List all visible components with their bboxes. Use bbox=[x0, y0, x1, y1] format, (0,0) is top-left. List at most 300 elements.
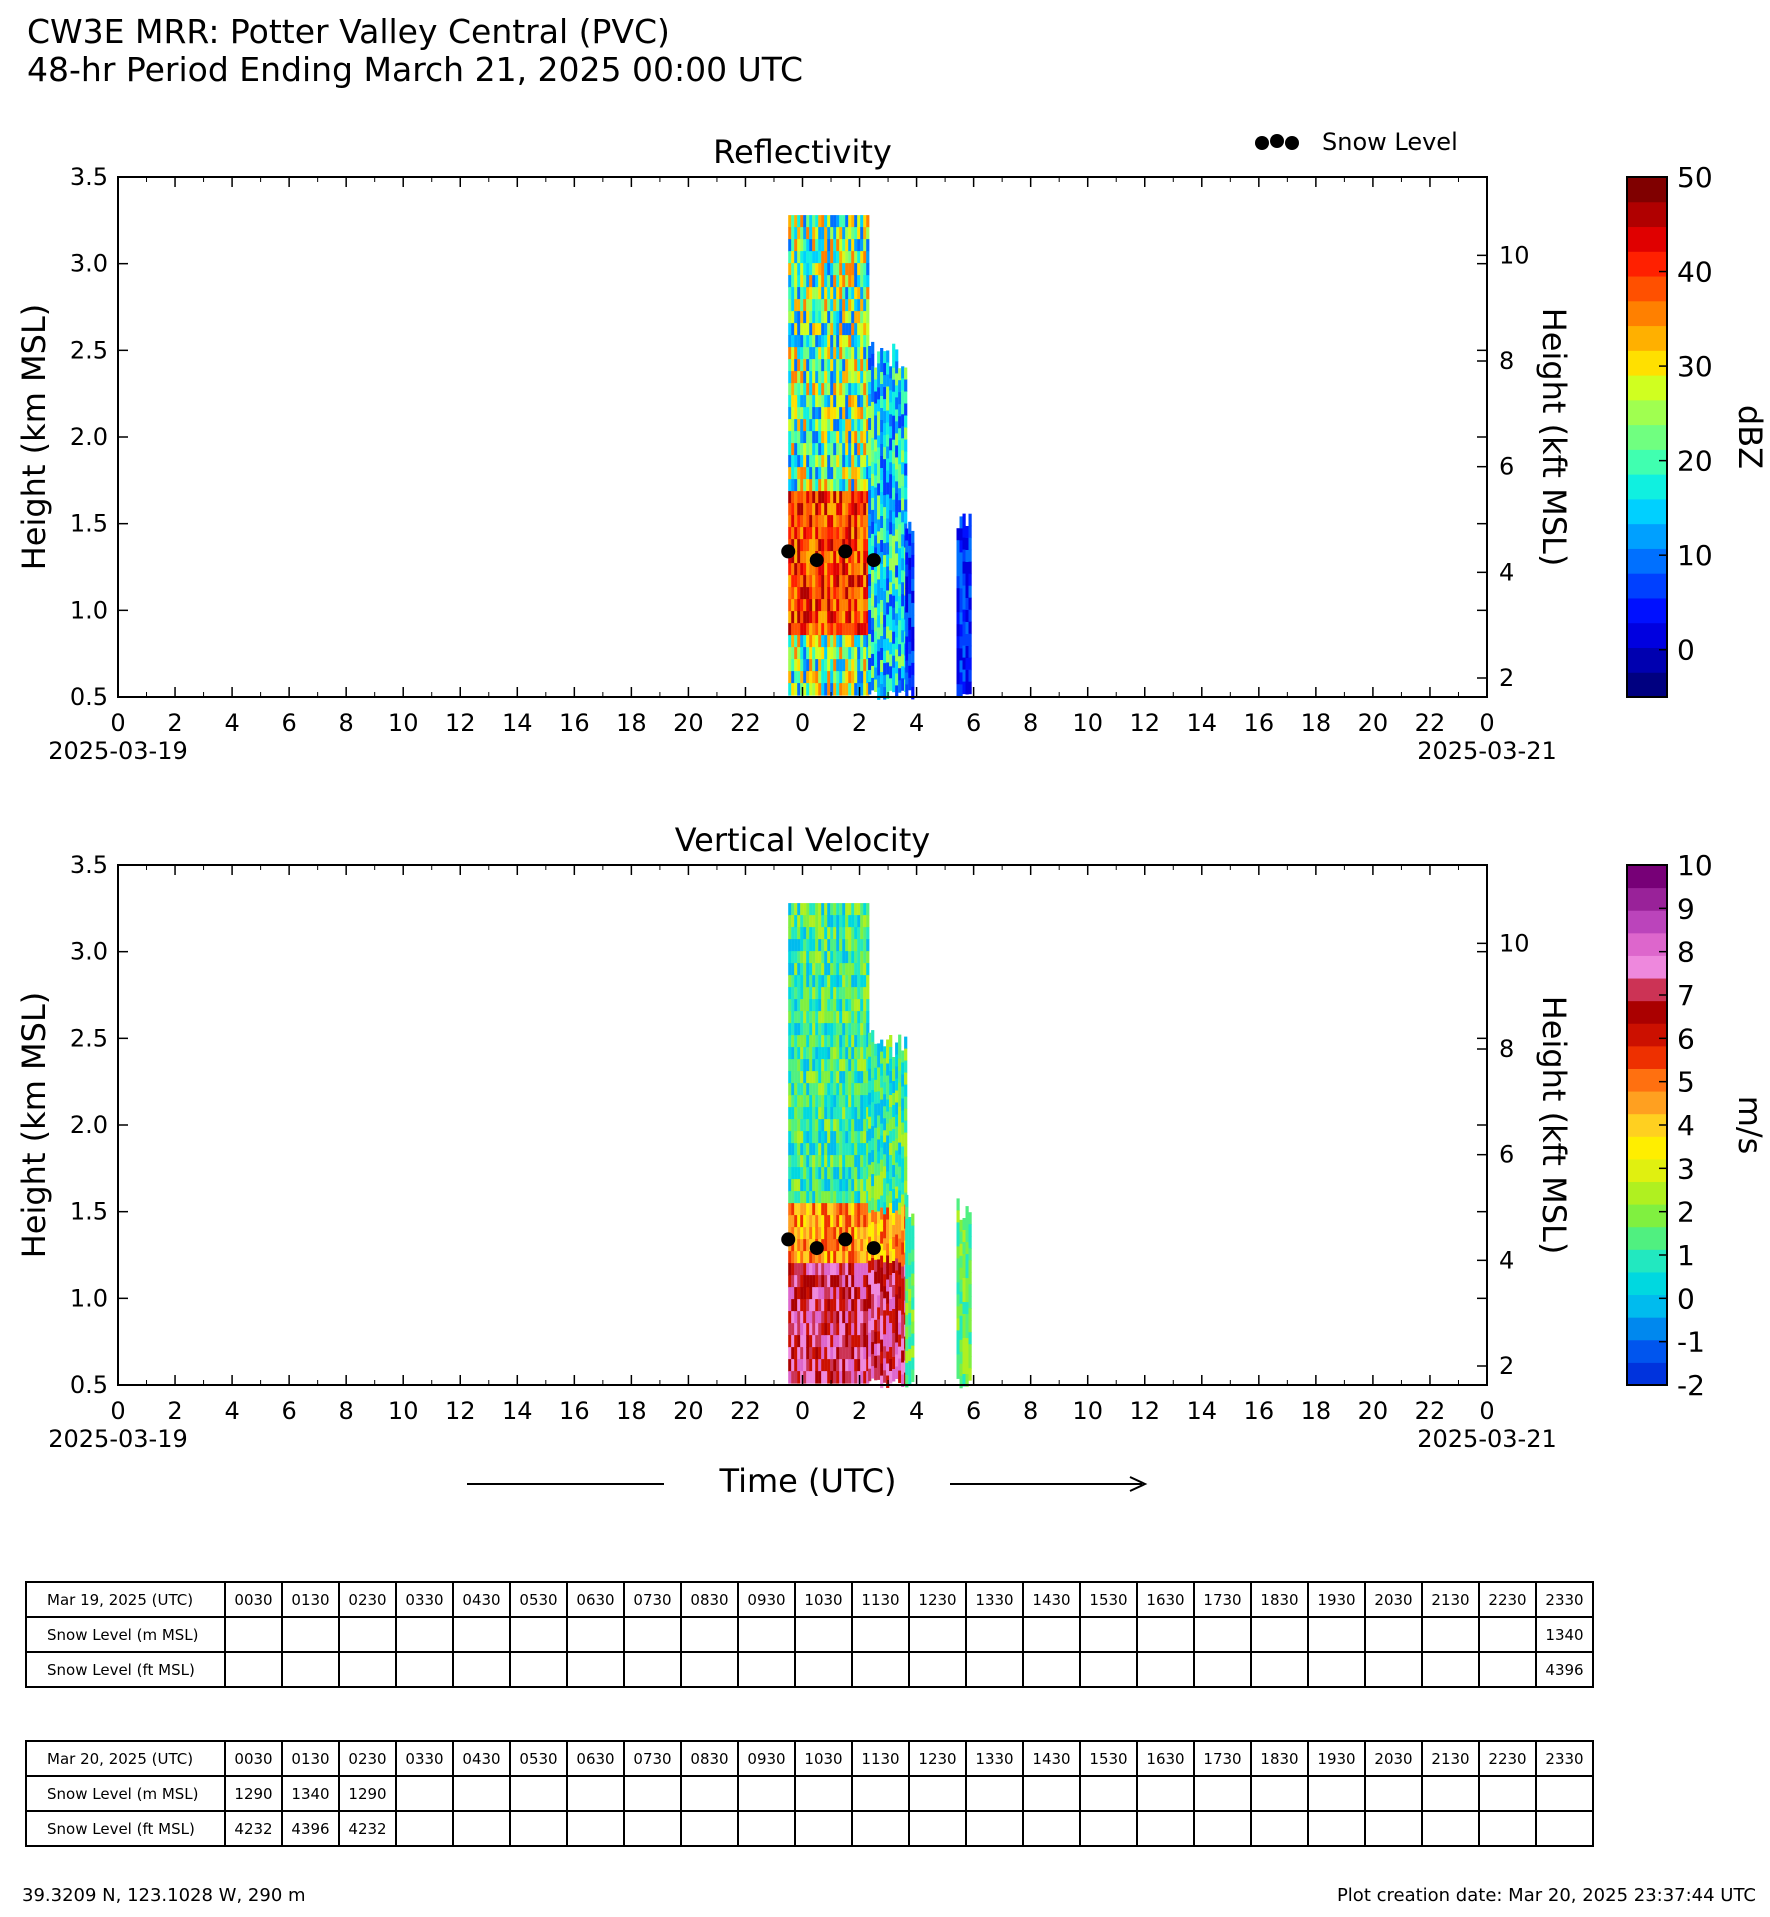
xtick-label: 0 bbox=[1479, 709, 1495, 737]
table-value-cell bbox=[681, 1811, 738, 1846]
colorbar-segment bbox=[1627, 978, 1667, 1001]
table-value-cell bbox=[225, 1617, 282, 1652]
table-value-cell bbox=[795, 1776, 852, 1811]
xtick-label: 0 bbox=[794, 709, 811, 737]
table-time-cell: 1830 bbox=[1251, 1741, 1308, 1776]
xtick-label: 20 bbox=[1357, 1397, 1389, 1425]
snow-level-point bbox=[781, 1232, 795, 1246]
xtick-label: 12 bbox=[444, 1397, 476, 1425]
table-value-cell bbox=[510, 1776, 567, 1811]
table-value-cell bbox=[225, 1652, 282, 1687]
xtick-label: 8 bbox=[1023, 1397, 1039, 1425]
colorbar-segment bbox=[1627, 350, 1667, 375]
table-time-cell: 0630 bbox=[567, 1582, 624, 1617]
colorbar-segment bbox=[1627, 1362, 1667, 1385]
xtick-label: 4 bbox=[908, 709, 925, 737]
table-time-cell: 0730 bbox=[624, 1582, 681, 1617]
table-value-cell: 1290 bbox=[339, 1776, 396, 1811]
table-row bbox=[26, 1741, 1593, 1776]
snow-level-table-mar19 bbox=[25, 1581, 1594, 1688]
table-value-cell bbox=[1479, 1776, 1536, 1811]
ytick-label: 2.5 bbox=[69, 1024, 108, 1053]
ytick-label: 3.5 bbox=[69, 163, 108, 191]
legend-snow-dot bbox=[1270, 134, 1284, 148]
table-header-date: Mar 19, 2025 (UTC) bbox=[26, 1582, 225, 1617]
table-value-cell bbox=[510, 1652, 567, 1687]
table-value-cell bbox=[738, 1617, 795, 1652]
table-time-cell: 0330 bbox=[396, 1582, 453, 1617]
table-value-cell bbox=[738, 1811, 795, 1846]
table-value-cell bbox=[1080, 1776, 1137, 1811]
table-time-cell: 1530 bbox=[1080, 1582, 1137, 1617]
table-value-cell bbox=[339, 1652, 396, 1687]
table-value-cell bbox=[1308, 1776, 1365, 1811]
colorbar-segment bbox=[1627, 1046, 1667, 1069]
table-value-cell bbox=[681, 1652, 738, 1687]
xtick-label: 12 bbox=[444, 709, 476, 737]
table-row-label: Snow Level (ft MSL) bbox=[26, 1811, 225, 1846]
table-time-cell: 1630 bbox=[1137, 1582, 1194, 1617]
table-time-cell: 2330 bbox=[1536, 1582, 1593, 1617]
snow-level-point bbox=[838, 1232, 852, 1246]
table-value-cell bbox=[282, 1617, 339, 1652]
table-row bbox=[26, 1582, 1593, 1617]
ytick-right-label: 4 bbox=[1499, 1246, 1515, 1275]
table-time-cell: 0230 bbox=[339, 1582, 396, 1617]
colorbar-segment bbox=[1627, 1272, 1667, 1295]
xtick-label: 6 bbox=[965, 1397, 982, 1425]
table-time-cell: 1530 bbox=[1080, 1741, 1137, 1776]
table-value-cell bbox=[282, 1652, 339, 1687]
ytick-label: 1.5 bbox=[69, 1197, 108, 1226]
x-date-left: 2025-03-19 bbox=[48, 737, 188, 765]
colorbar-segment bbox=[1627, 202, 1667, 227]
table-value-cell bbox=[1194, 1811, 1251, 1846]
colorbar-segment bbox=[1627, 177, 1667, 202]
table-value-cell bbox=[567, 1652, 624, 1687]
colorbar-segment bbox=[1627, 910, 1667, 933]
table-value-cell bbox=[1137, 1811, 1194, 1846]
xtick-label: 16 bbox=[1243, 709, 1275, 737]
table-time-cell: 1930 bbox=[1308, 1741, 1365, 1776]
table-value-cell bbox=[909, 1617, 966, 1652]
ytick-right-label: 10 bbox=[1499, 929, 1530, 958]
xtick-label: 10 bbox=[387, 709, 419, 737]
table-value-cell bbox=[1422, 1811, 1479, 1846]
colorbar-segment bbox=[1627, 276, 1667, 301]
colorbar-tick-label: 3 bbox=[1677, 1152, 1695, 1186]
xtick-label: 14 bbox=[1186, 709, 1218, 737]
table-time-cell: 0430 bbox=[453, 1582, 510, 1617]
table-time-cell: 0030 bbox=[225, 1741, 282, 1776]
table-time-cell: 1330 bbox=[966, 1582, 1023, 1617]
colorbar-tick-label: 30 bbox=[1677, 350, 1713, 384]
colorbar-segment bbox=[1627, 573, 1667, 598]
colorbar-segment bbox=[1627, 375, 1667, 400]
table-value-cell bbox=[1137, 1776, 1194, 1811]
table-time-cell: 0130 bbox=[282, 1741, 339, 1776]
table-value-cell bbox=[1194, 1617, 1251, 1652]
page-title-line1: CW3E MRR: Potter Valley Central (PVC) bbox=[27, 12, 670, 51]
ytick-label: 2.5 bbox=[69, 336, 108, 365]
table-time-cell: 1830 bbox=[1251, 1582, 1308, 1617]
table-time-cell: 2230 bbox=[1479, 1741, 1536, 1776]
ytick-label: 3.0 bbox=[69, 937, 108, 966]
table-time-cell: 1230 bbox=[909, 1741, 966, 1776]
colorbar-segment bbox=[1627, 1136, 1667, 1159]
xtick-label: 14 bbox=[502, 1397, 533, 1425]
table-value-cell bbox=[681, 1617, 738, 1652]
colorbar-segment bbox=[1627, 425, 1667, 450]
xtick-label: 0 bbox=[1479, 1397, 1495, 1425]
table-time-cell: 1030 bbox=[795, 1582, 852, 1617]
xtick-label: 14 bbox=[1186, 1397, 1218, 1425]
x-date-left: 2025-03-19 bbox=[48, 1425, 188, 1453]
xtick-label: 22 bbox=[1414, 709, 1446, 737]
table-value-cell bbox=[852, 1617, 909, 1652]
table-value-cell: 1340 bbox=[1536, 1617, 1593, 1652]
ytick-label: 1.0 bbox=[69, 596, 108, 625]
table-value-cell bbox=[339, 1617, 396, 1652]
table-row bbox=[26, 1811, 1593, 1846]
table-value-cell bbox=[567, 1776, 624, 1811]
table-value-cell: 4232 bbox=[339, 1811, 396, 1846]
table-time-cell: 1430 bbox=[1023, 1582, 1080, 1617]
table-time-cell: 1730 bbox=[1194, 1582, 1251, 1617]
table-value-cell bbox=[1251, 1652, 1308, 1687]
colorbar-segment bbox=[1627, 326, 1667, 351]
table-time-cell: 0830 bbox=[681, 1741, 738, 1776]
ylabel-left-1: Height (km MSL) bbox=[15, 991, 53, 1259]
table-value-cell bbox=[624, 1811, 681, 1846]
table-value-cell bbox=[1536, 1811, 1593, 1846]
table-time-cell: 1030 bbox=[795, 1741, 852, 1776]
colorbar-segment bbox=[1627, 1159, 1667, 1182]
legend-snow-level: Snow Level bbox=[1322, 128, 1458, 156]
ytick-label: 3.0 bbox=[69, 249, 108, 278]
table-time-cell: 0930 bbox=[738, 1741, 795, 1776]
colorbar-tick-label: 50 bbox=[1677, 161, 1713, 194]
table-time-cell: 2030 bbox=[1365, 1741, 1422, 1776]
table-value-cell bbox=[966, 1652, 1023, 1687]
table-value-cell bbox=[1365, 1652, 1422, 1687]
colorbar-segment bbox=[1627, 449, 1667, 474]
xtick-label: 4 bbox=[908, 1397, 925, 1425]
table-time-cell: 0230 bbox=[339, 1741, 396, 1776]
table-value-cell bbox=[1080, 1617, 1137, 1652]
table-value-cell bbox=[966, 1811, 1023, 1846]
ytick-right-label: 8 bbox=[1499, 1035, 1515, 1064]
xtick-label: 20 bbox=[1357, 709, 1389, 737]
ytick-right-label: 6 bbox=[1499, 1140, 1515, 1169]
table-value-cell bbox=[1080, 1811, 1137, 1846]
xtick-label: 12 bbox=[1129, 1397, 1161, 1425]
table-value-cell bbox=[624, 1617, 681, 1652]
precip-field-1 bbox=[788, 903, 972, 1388]
xtick-label: 6 bbox=[281, 1397, 297, 1425]
table-time-cell: 1330 bbox=[966, 1741, 1023, 1776]
table-value-cell bbox=[624, 1776, 681, 1811]
xtick-label: 2 bbox=[167, 1397, 183, 1425]
table-value-cell: 4232 bbox=[225, 1811, 282, 1846]
table-value-cell bbox=[795, 1652, 852, 1687]
colorbar-tick-label: 40 bbox=[1677, 255, 1713, 289]
table-time-cell: 1430 bbox=[1023, 1741, 1080, 1776]
colorbar-tick-label: 1 bbox=[1677, 1239, 1695, 1272]
table-value-cell bbox=[1479, 1811, 1536, 1846]
table-value-cell bbox=[966, 1617, 1023, 1652]
snow-level-point bbox=[838, 544, 852, 558]
xtick-label: 8 bbox=[338, 1397, 354, 1425]
snow-level-point bbox=[810, 1241, 824, 1255]
ylabel-left-0: Height (km MSL) bbox=[15, 303, 53, 571]
colorbar-tick-label: 2 bbox=[1677, 1195, 1695, 1229]
table-time-cell: 1630 bbox=[1137, 1741, 1194, 1776]
table-value-cell bbox=[909, 1652, 966, 1687]
table-value-cell: 4396 bbox=[282, 1811, 339, 1846]
legend-snow-dot bbox=[1285, 136, 1299, 150]
xtick-label: 6 bbox=[965, 709, 982, 737]
table-value-cell bbox=[510, 1811, 567, 1846]
table-value-cell bbox=[1479, 1652, 1536, 1687]
xtick-label: 8 bbox=[1023, 709, 1039, 737]
table-value-cell bbox=[396, 1617, 453, 1652]
table-value-cell: 1340 bbox=[282, 1776, 339, 1811]
xtick-label: 2 bbox=[851, 1397, 868, 1425]
table-time-cell: 0930 bbox=[738, 1582, 795, 1617]
table-time-cell: 1930 bbox=[1308, 1582, 1365, 1617]
table-value-cell bbox=[1023, 1776, 1080, 1811]
xtick-label: 20 bbox=[673, 1397, 704, 1425]
colorbar-segment bbox=[1627, 598, 1667, 623]
table-time-cell: 0030 bbox=[225, 1582, 282, 1617]
colorbar-tick-label: 5 bbox=[1677, 1065, 1695, 1099]
xtick-label: 18 bbox=[616, 1397, 647, 1425]
table-value-cell bbox=[1194, 1652, 1251, 1687]
colorbar-segment bbox=[1627, 1001, 1667, 1024]
ytick-right-label: 8 bbox=[1499, 347, 1515, 376]
table-header-date: Mar 20, 2025 (UTC) bbox=[26, 1741, 225, 1776]
colorbar-segment bbox=[1627, 1091, 1667, 1114]
table-value-cell bbox=[453, 1811, 510, 1846]
table-value-cell bbox=[966, 1776, 1023, 1811]
xtick-label: 12 bbox=[1129, 709, 1161, 737]
table-value-cell bbox=[396, 1776, 453, 1811]
legend-snow-dot bbox=[1255, 136, 1269, 150]
table-value-cell bbox=[396, 1811, 453, 1846]
table-value-cell: 4396 bbox=[1536, 1652, 1593, 1687]
table-row bbox=[26, 1617, 1593, 1652]
table-value-cell bbox=[1365, 1811, 1422, 1846]
colorbar-tick-label: 20 bbox=[1677, 444, 1713, 478]
xtick-label: 0 bbox=[110, 709, 126, 737]
ylabel-right-1: Height (kft MSL) bbox=[1535, 995, 1573, 1255]
colorbar-segment bbox=[1627, 1204, 1667, 1227]
colorbar-tick-label: 6 bbox=[1677, 1022, 1695, 1056]
colorbar-tick-label: 4 bbox=[1677, 1109, 1695, 1142]
table-value-cell: 1290 bbox=[225, 1776, 282, 1811]
xtick-label: 0 bbox=[794, 1397, 811, 1425]
ytick-label: 1.0 bbox=[69, 1284, 108, 1313]
table-time-cell: 0530 bbox=[510, 1741, 567, 1776]
colorbar-segment bbox=[1627, 474, 1667, 499]
table-time-cell: 0130 bbox=[282, 1582, 339, 1617]
table-value-cell bbox=[1308, 1652, 1365, 1687]
xtick-label: 8 bbox=[338, 709, 354, 737]
table-time-cell: 1730 bbox=[1194, 1741, 1251, 1776]
xtick-label: 16 bbox=[559, 709, 590, 737]
colorbar-tick-label: 9 bbox=[1677, 892, 1695, 926]
x-date-right: 2025-03-21 bbox=[1417, 737, 1557, 765]
snow-level-table-mar20 bbox=[25, 1740, 1594, 1847]
colorbar-segment bbox=[1627, 499, 1667, 524]
table-value-cell bbox=[852, 1652, 909, 1687]
ytick-right-label: 10 bbox=[1499, 241, 1530, 270]
table-time-cell: 2130 bbox=[1422, 1582, 1479, 1617]
xtick-label: 2 bbox=[167, 709, 183, 737]
snow-level-point bbox=[810, 553, 824, 567]
x-date-right: 2025-03-21 bbox=[1417, 1425, 1557, 1453]
xtick-label: 18 bbox=[1300, 1397, 1332, 1425]
colorbar-tick-label: -2 bbox=[1677, 1369, 1705, 1402]
colorbar-segment bbox=[1627, 647, 1667, 672]
colorbar-segment bbox=[1627, 251, 1667, 276]
colorbar-tick-label: 10 bbox=[1677, 539, 1713, 573]
table-time-cell: 0530 bbox=[510, 1582, 567, 1617]
colorbar-segment bbox=[1627, 933, 1667, 956]
colorbar-tick-label: 10 bbox=[1677, 849, 1713, 882]
table-value-cell bbox=[1365, 1617, 1422, 1652]
colorbar-segment bbox=[1627, 301, 1667, 326]
table-value-cell bbox=[1251, 1776, 1308, 1811]
table-value-cell bbox=[453, 1617, 510, 1652]
table-time-cell: 1130 bbox=[852, 1582, 909, 1617]
xtick-label: 22 bbox=[1414, 1397, 1446, 1425]
table-value-cell bbox=[909, 1776, 966, 1811]
table-time-cell: 1230 bbox=[909, 1582, 966, 1617]
xtick-label: 22 bbox=[730, 1397, 761, 1425]
table-value-cell bbox=[1023, 1652, 1080, 1687]
table-time-cell: 2030 bbox=[1365, 1582, 1422, 1617]
table-row-label: Snow Level (ft MSL) bbox=[26, 1652, 225, 1687]
colorbar-tick-label: 8 bbox=[1677, 935, 1695, 969]
xtick-label: 16 bbox=[559, 1397, 590, 1425]
table-value-cell bbox=[1251, 1617, 1308, 1652]
xtick-label: 4 bbox=[224, 1397, 240, 1425]
colorbar-tick-label: 0 bbox=[1677, 1282, 1695, 1316]
table-value-cell bbox=[1308, 1617, 1365, 1652]
table-value-cell bbox=[1479, 1617, 1536, 1652]
ylabel-right-0: Height (kft MSL) bbox=[1535, 307, 1573, 567]
table-value-cell bbox=[1251, 1811, 1308, 1846]
colorbar-segment bbox=[1627, 623, 1667, 648]
table-value-cell bbox=[1422, 1652, 1479, 1687]
snow-level-point bbox=[781, 544, 795, 558]
page-title-line2: 48-hr Period Ending March 21, 2025 00:00 UTC bbox=[27, 50, 804, 89]
colorbar-segment bbox=[1627, 400, 1667, 425]
xtick-label: 22 bbox=[730, 709, 761, 737]
xtick-label: 2 bbox=[851, 709, 868, 737]
colorbar-segment bbox=[1627, 1023, 1667, 1046]
xtick-label: 18 bbox=[616, 709, 647, 737]
colorbar-segment bbox=[1627, 672, 1667, 697]
table-value-cell bbox=[453, 1776, 510, 1811]
xtick-label: 18 bbox=[1300, 709, 1332, 737]
xtick-label: 10 bbox=[1072, 1397, 1103, 1425]
table-value-cell bbox=[795, 1811, 852, 1846]
ytick-label: 1.5 bbox=[69, 509, 108, 538]
colorbar-segment bbox=[1627, 1249, 1667, 1272]
ytick-label: 2.0 bbox=[69, 423, 108, 451]
colorbar-segment bbox=[1627, 955, 1667, 978]
table-time-cell: 0830 bbox=[681, 1582, 738, 1617]
table-value-cell bbox=[1422, 1776, 1479, 1811]
ytick-label: 0.5 bbox=[69, 1371, 108, 1399]
xlabel-time: Time (UTC) bbox=[719, 1462, 897, 1500]
xtick-label: 20 bbox=[673, 709, 704, 737]
table-row bbox=[26, 1776, 1593, 1811]
xtick-label: 0 bbox=[110, 1397, 126, 1425]
ytick-right-label: 2 bbox=[1499, 1352, 1515, 1381]
table-row bbox=[26, 1652, 1593, 1687]
table-time-cell: 0630 bbox=[567, 1741, 624, 1776]
xtick-label: 4 bbox=[224, 709, 240, 737]
table-value-cell bbox=[510, 1617, 567, 1652]
table-value-cell bbox=[567, 1811, 624, 1846]
panel-title-0: Reflectivity bbox=[713, 133, 892, 171]
snow-level-point bbox=[867, 1241, 881, 1255]
table-value-cell bbox=[1536, 1776, 1593, 1811]
table-value-cell bbox=[1308, 1811, 1365, 1846]
precip-field-0 bbox=[788, 215, 972, 700]
colorbar-tick-label: -1 bbox=[1677, 1325, 1705, 1359]
table-value-cell bbox=[795, 1617, 852, 1652]
table-time-cell: 1130 bbox=[852, 1741, 909, 1776]
plot-creation-date: Plot creation date: Mar 20, 2025 23:37:44 UTC bbox=[1336, 1885, 1756, 1906]
table-value-cell bbox=[1080, 1652, 1137, 1687]
xtick-label: 16 bbox=[1243, 1397, 1275, 1425]
xtick-label: 6 bbox=[281, 709, 297, 737]
table-value-cell bbox=[567, 1617, 624, 1652]
snow-level-point bbox=[867, 553, 881, 567]
colorbar-segment bbox=[1627, 1182, 1667, 1205]
colorbar-segment bbox=[1627, 548, 1667, 573]
table-value-cell bbox=[1365, 1776, 1422, 1811]
colorbar-segment bbox=[1627, 888, 1667, 911]
ytick-right-label: 2 bbox=[1499, 664, 1515, 693]
table-time-cell: 0730 bbox=[624, 1741, 681, 1776]
table-row-label: Snow Level (m MSL) bbox=[26, 1617, 225, 1652]
colorbar-label-0: dBZ bbox=[1731, 404, 1769, 470]
ytick-label: 3.5 bbox=[69, 851, 108, 879]
site-location: 39.3209 N, 123.1028 W, 290 m bbox=[22, 1885, 306, 1906]
table-value-cell bbox=[624, 1652, 681, 1687]
table-time-cell: 0330 bbox=[396, 1741, 453, 1776]
table-row-label: Snow Level (m MSL) bbox=[26, 1776, 225, 1811]
xtick-label: 10 bbox=[387, 1397, 419, 1425]
xtick-label: 10 bbox=[1072, 709, 1103, 737]
colorbar-segment bbox=[1627, 1227, 1667, 1250]
table-value-cell bbox=[1023, 1617, 1080, 1652]
table-value-cell bbox=[1422, 1617, 1479, 1652]
colorbar-tick-label: 7 bbox=[1677, 979, 1695, 1012]
colorbar-label-1: m/s bbox=[1731, 1095, 1769, 1155]
ytick-label: 0.5 bbox=[69, 683, 108, 711]
table-time-cell: 2130 bbox=[1422, 1741, 1479, 1776]
table-time-cell: 0430 bbox=[453, 1741, 510, 1776]
table-value-cell bbox=[1023, 1811, 1080, 1846]
table-value-cell bbox=[681, 1776, 738, 1811]
